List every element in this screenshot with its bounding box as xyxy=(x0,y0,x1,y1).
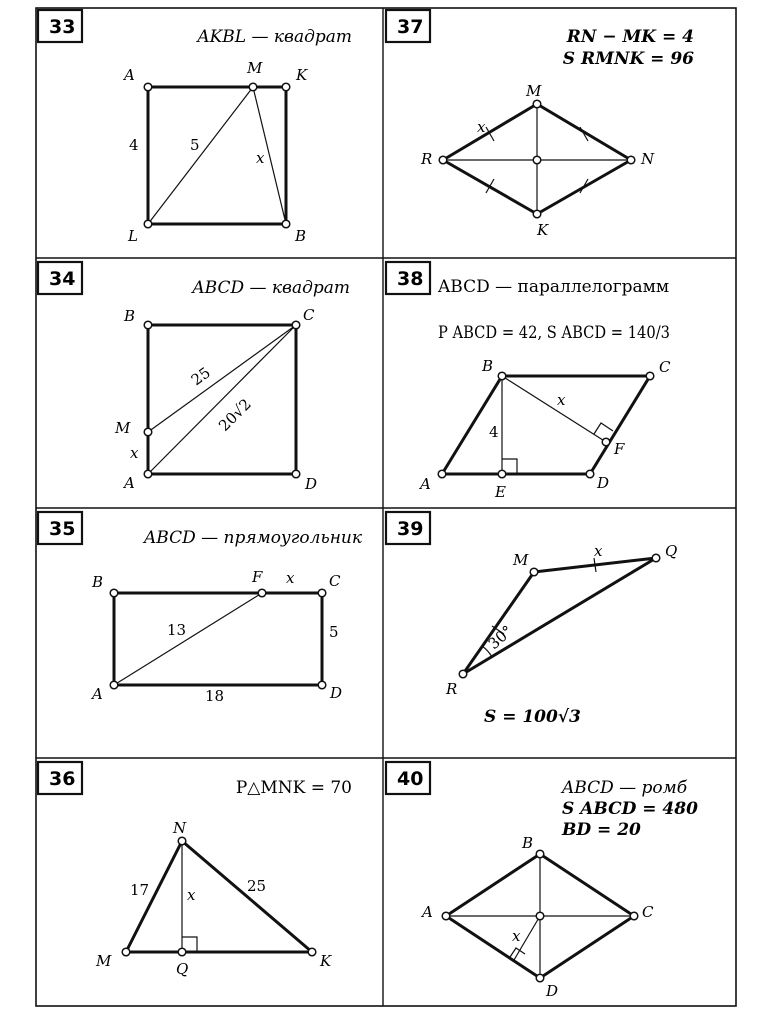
problem-number: 33 xyxy=(49,16,76,38)
label-n: N xyxy=(173,819,187,837)
point-a xyxy=(438,470,446,478)
value-cd: 5 xyxy=(329,623,339,641)
point-k xyxy=(533,210,541,218)
problem-number: 34 xyxy=(49,268,76,290)
rectangle-abcd xyxy=(114,593,322,685)
label-f: F xyxy=(614,440,625,458)
label-c: C xyxy=(329,572,341,590)
problem-condition: P△MNK = 70 xyxy=(235,778,352,798)
label-k: K xyxy=(537,221,549,239)
point-center xyxy=(533,156,541,164)
label-a: A xyxy=(92,685,103,703)
point-b xyxy=(144,321,152,329)
problem-number: 38 xyxy=(397,268,424,290)
problem-34 xyxy=(38,262,350,493)
problem-condition-line1: RN − MK = 4 xyxy=(566,27,694,47)
label-r: R xyxy=(421,150,433,168)
label-m: M xyxy=(526,82,542,100)
segment-ac xyxy=(148,325,296,474)
point-r xyxy=(439,156,447,164)
altitude-bf xyxy=(502,376,606,442)
value-x: x xyxy=(286,569,295,587)
label-b: B xyxy=(482,357,494,375)
problem-40 xyxy=(386,762,698,1000)
label-f: F xyxy=(252,568,263,586)
segment-af xyxy=(114,593,262,685)
point-k xyxy=(282,83,290,91)
problem-38 xyxy=(386,262,671,501)
problem-condition: S = 100√3 xyxy=(484,707,581,727)
angle-arc-r xyxy=(482,646,492,657)
problem-37 xyxy=(386,10,694,239)
point-n xyxy=(627,156,635,164)
point-b xyxy=(110,589,118,597)
point-q xyxy=(178,948,186,956)
value-diagonal: 5 xyxy=(190,136,200,154)
label-m: M xyxy=(513,551,529,569)
label-m: M xyxy=(96,952,112,970)
label-a: A xyxy=(422,903,433,921)
value-x: x xyxy=(512,927,521,945)
value-mn: 17 xyxy=(130,881,150,899)
right-angle-mark-f xyxy=(594,423,613,434)
label-k: K xyxy=(296,66,308,84)
label-m: M xyxy=(115,419,131,437)
label-d: D xyxy=(546,982,559,1000)
value-af: 13 xyxy=(167,621,187,639)
problem-condition-line2: S ABCD = 480 xyxy=(562,799,698,819)
point-e xyxy=(498,470,506,478)
problem-33 xyxy=(38,10,352,245)
value-ac: 20√2 xyxy=(215,395,255,435)
problem-39 xyxy=(386,512,677,727)
point-l xyxy=(144,220,152,228)
problem-condition-line3: BD = 20 xyxy=(562,820,641,840)
point-k xyxy=(308,948,316,956)
point-b xyxy=(536,850,544,858)
point-d xyxy=(536,974,544,982)
problem-condition-line2: P ABCD = 42, S ABCD = 140/3 xyxy=(438,323,670,343)
point-a xyxy=(110,681,118,689)
label-q: Q xyxy=(665,542,678,560)
point-r xyxy=(459,670,467,678)
label-c: C xyxy=(303,306,315,324)
label-b: B xyxy=(295,227,307,245)
label-b: B xyxy=(124,307,136,325)
label-c: C xyxy=(659,358,671,376)
label-r: R xyxy=(446,680,458,698)
problem-number: 40 xyxy=(397,768,424,790)
value-side: 4 xyxy=(129,136,139,154)
label-d: D xyxy=(305,475,318,493)
point-m xyxy=(533,100,541,108)
problem-condition: AKBL — квадрат xyxy=(197,27,352,47)
point-c xyxy=(646,372,654,380)
point-n xyxy=(178,837,186,845)
value-ad: 18 xyxy=(205,687,225,705)
point-c xyxy=(318,589,326,597)
problem-number: 39 xyxy=(397,518,424,540)
value-mc: 25 xyxy=(187,363,214,390)
point-f xyxy=(602,438,610,446)
label-q: Q xyxy=(176,960,189,978)
triangle-mnk xyxy=(126,841,312,952)
point-center xyxy=(536,912,544,920)
label-a: A xyxy=(124,66,135,84)
label-n: N xyxy=(641,150,655,168)
label-l: L xyxy=(128,227,138,245)
point-d xyxy=(292,470,300,478)
point-m xyxy=(530,568,538,576)
problem-condition: ABCD — прямоугольник xyxy=(143,528,362,548)
label-m: M xyxy=(247,59,263,77)
parallelogram-abcd xyxy=(442,376,650,474)
problem-condition: ABCD — квадрат xyxy=(192,278,350,298)
label-k: K xyxy=(320,952,332,970)
point-b xyxy=(498,372,506,380)
point-m xyxy=(122,948,130,956)
point-c xyxy=(630,912,638,920)
segment-lm xyxy=(148,87,253,224)
problem-number: 36 xyxy=(49,768,76,790)
label-d: D xyxy=(597,474,610,492)
problem-number: 37 xyxy=(397,16,424,38)
value-x: x xyxy=(187,886,196,904)
point-q xyxy=(652,554,660,562)
problem-condition: ABCD — параллелограмм xyxy=(438,277,670,297)
label-b: B xyxy=(92,573,104,591)
point-d xyxy=(318,681,326,689)
label-e: E xyxy=(495,483,506,501)
problem-condition-line1: ABCD — ромб xyxy=(562,778,688,798)
value-angle: 30° xyxy=(484,621,517,653)
value-x: x xyxy=(130,444,139,462)
value-be: 4 xyxy=(489,423,499,441)
value-nk: 25 xyxy=(247,877,267,895)
point-m xyxy=(144,428,152,436)
point-a xyxy=(144,83,152,91)
point-d xyxy=(586,470,594,478)
right-angle-mark xyxy=(510,948,525,957)
label-b: B xyxy=(522,834,534,852)
point-a xyxy=(442,912,450,920)
point-m xyxy=(249,83,257,91)
label-c: C xyxy=(642,903,654,921)
value-x: x xyxy=(594,542,603,560)
value-x: x xyxy=(477,118,486,136)
label-d: D xyxy=(330,684,343,702)
label-a: A xyxy=(124,474,135,492)
point-c xyxy=(292,321,300,329)
point-a xyxy=(144,470,152,478)
value-x: x xyxy=(256,149,265,167)
problem-36 xyxy=(38,762,352,978)
label-a: A xyxy=(420,475,431,493)
problem-number: 35 xyxy=(49,518,76,540)
value-x: x xyxy=(557,391,566,409)
problem-condition-line2: S RMNK = 96 xyxy=(562,49,694,69)
point-b xyxy=(282,220,290,228)
square-akbl xyxy=(148,87,286,224)
problem-35 xyxy=(38,512,363,705)
point-f xyxy=(258,589,266,597)
